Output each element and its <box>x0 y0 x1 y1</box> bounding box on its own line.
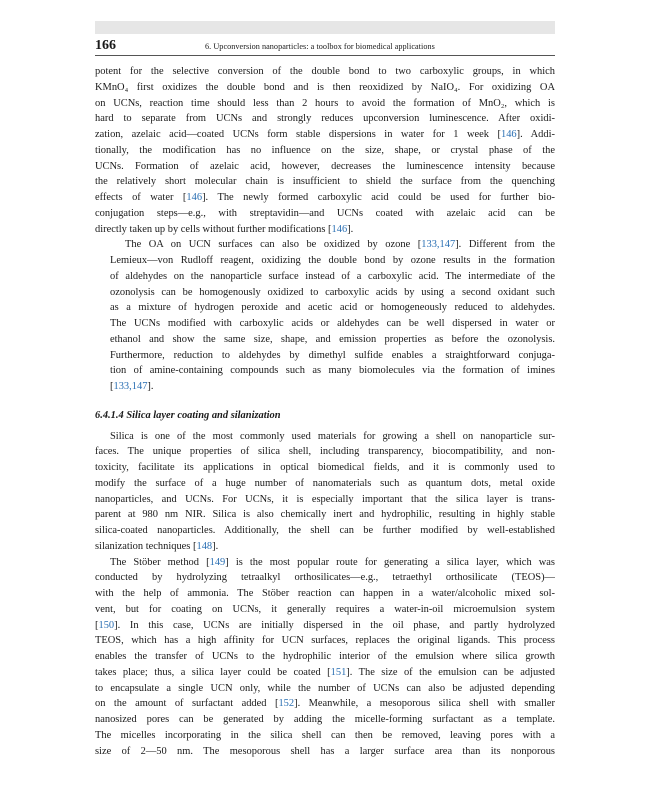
text-line: conjugation steps—e.g., with streptavidin—and UCNs coated with azelaic acid can be <box>95 207 555 219</box>
header-rule <box>95 55 555 56</box>
text-line: Furthermore, reduction to aldehydes by dimethyl sulfide enables a straightforward conjuga- <box>110 349 555 361</box>
citation-ref[interactable]: 148 <box>196 540 213 552</box>
text-line: The Stöber method [149] is the most popular route for generating a silica layer, which was <box>110 556 555 568</box>
text-line: TEOS, which has a high affinity for UCN surfaces, replaces the original ligands. This process <box>95 635 555 647</box>
text-line: toxicity, facilitate its applications in optical biomedical fields, and it is commonly used to <box>95 462 555 473</box>
text-line: UCNs. Formation of azelaic acid, however, decreases the luminescence intensity because <box>95 160 555 172</box>
body-text <box>95 64 555 759</box>
text-line: The UCNs modified with carboxylic acids or aldehydes can be well dispersed in water or <box>110 318 555 329</box>
paragraph-3 <box>95 429 555 555</box>
citation-ref[interactable]: 151 <box>330 666 347 678</box>
text-line: effects of water [146]. The newly formed carboxylic acid could be used for further bio- <box>95 192 556 203</box>
text-line: directly taken up by cells without further modifications [146]. <box>95 223 354 235</box>
text-line: the relatively short molecular chain is insufficient to shield the surface from the quenching <box>95 176 555 188</box>
page-number: 166 <box>95 38 116 53</box>
paragraph-2 <box>95 237 555 395</box>
citation-ref[interactable]: 149 <box>209 556 226 568</box>
text-line: takes place; thus, a silica layer could be coated [151]. The size of the emulsion can be adjusted <box>95 666 555 678</box>
text-line: to encapsulate a single UCN only, while the number of UCNs can also be adjusted depending <box>95 682 555 694</box>
text-line: parent at 980 nm NIR. Silica is also chemically inert and hydrophilic, resulting in highly stable <box>95 509 555 521</box>
text-line: [133,147]. <box>110 381 154 392</box>
text-line: silica-coated nanoparticles. Additionally, the shell can be further modified by well-established <box>95 525 555 536</box>
citation-ref[interactable]: 146 <box>186 192 203 203</box>
text-line: with the help of ammonia. The Stöber reaction can happen in a water/alcoholic mixed sol- <box>95 588 555 599</box>
text-line: as a mixture of hydrogen peroxide and acetic acid or homogeneously reduced to aldehydes. <box>110 302 555 314</box>
text-line: silanization techniques [148]. <box>95 540 219 552</box>
text-line: of aldehydes on the nanoparticle surface instead of a carboxylic acid. The intermediate of the <box>110 270 555 282</box>
text-line: ozonolysis can be homogenously oxidized to carboxylic acids by using a second oxidant such <box>110 286 555 298</box>
text-line: nanosized pores can be generated by adding the micelle-forming surfactant as a template. <box>95 714 555 725</box>
text-line: tionally, the modification has no influence on the size, shape, or crystal phase of the <box>95 144 555 156</box>
citation-ref[interactable]: 146 <box>500 129 517 140</box>
text-line: hard to separate from UCNs and strongly reduces upconversion luminescence. After oxidi- <box>95 113 555 125</box>
text-line: potent for the selective conversion of the double bond to two carboxylic groups, in which <box>95 66 555 77</box>
citation-ref[interactable]: 133,147 <box>421 239 456 251</box>
text-line: on UCNs, reaction time should less than 2 hours to avoid the formation of MnO₂, which is <box>95 97 555 109</box>
text-line: enables the transfer of UCNs to the hydrophilic interior of the emulsion where silica growth <box>95 651 555 662</box>
text-line: nanoparticles, and UCNs. For UCNs, it is especially important that the silica layer is trans- <box>95 493 555 505</box>
text-line: Silica is one of the most commonly used materials for growing a shell on nanoparticle sur- <box>110 430 555 442</box>
header-bar <box>95 21 555 34</box>
text-line: KMnO₄ first oxidizes the double bond and is then reoxidized by NaIO₄. For oxidizing OA <box>95 81 555 93</box>
text-line: ethanol and show the same size, shape, and emission properties as before the ozonolysis. <box>110 333 555 345</box>
paragraph-1 <box>95 64 555 237</box>
citation-ref[interactable]: 150 <box>98 619 115 631</box>
text-line: vent, but for coating on UCNs, it generally requires a water-in-oil microemulsion system <box>95 603 555 615</box>
text-line: The micelles incorporating in the silica shell can then be removed, leaving pores with a <box>95 729 555 741</box>
citation-ref[interactable]: 152 <box>278 698 295 710</box>
paragraph-4 <box>95 555 555 760</box>
text-line: [150]. In this case, UCNs are initially dispersed in the oil phase, and partly hydrolyzed <box>95 619 555 631</box>
citation-ref[interactable]: 133,147 <box>113 381 148 392</box>
section-heading: 6.4.1.4 Silica layer coating and silanization <box>95 409 281 421</box>
text-line: The OA on UCN surfaces can also be oxidized by ozone [133,147]. Different from the <box>125 239 555 251</box>
text-line: conducted by hydrolyzing tetraalkyl orthosilicates—e.g., tetraethyl orthosilicate (TEOS)— <box>95 572 555 584</box>
text-line: size of 2—50 nm. The mesoporous shell has a larger surface area than its nonporous <box>95 745 555 757</box>
text-line: Lemieux—von Rudloff reagent, oxidizing the double bond by ozone results in the formation <box>110 255 555 266</box>
citation-ref[interactable]: 146 <box>331 223 348 235</box>
text-line: faces. The unique properties of silica shell, including transparency, biocompatibility, and non- <box>95 446 555 458</box>
text-line: zation, azelaic acid—coated UCNs form stable dispersions in water for 1 week [146]. Addi- <box>95 129 555 140</box>
running-head <box>95 38 555 54</box>
chapter-title: 6. Upconversion nanoparticles: a toolbox for biomedical applications <box>205 42 435 51</box>
text-line: on the amount of surfactant added [152]. Meanwhile, a mesoporous silica shell with smaller <box>95 698 555 710</box>
text-line: modify the surface of a huge number of nanomaterials such as quantum dots, metal oxide <box>95 477 555 489</box>
text-line: tion of amine-containing compounds such as many biomolecules via the formation of imines <box>110 365 555 377</box>
